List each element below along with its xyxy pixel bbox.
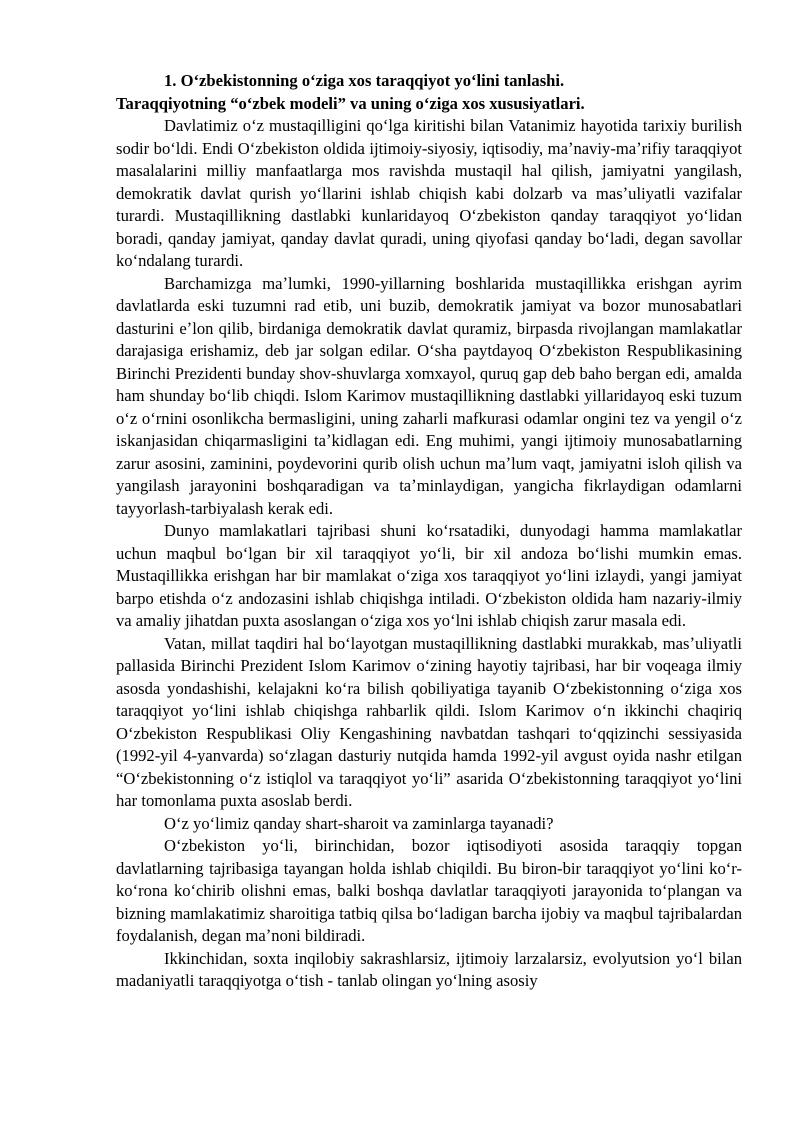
paragraph-1: Davlatimiz oʻz mustaqilligini qoʻlga kiritishi bilan Vatanimiz hayotida tarixiy burilish sodir boʻldi. Endi Oʻzbekiston oldida ijtimoiy-siyosiy, iqtisodiy, maʼnaviy-maʼrifiy taraqqiyot masalalarini milliy manfaatlarga mos ravishda mustaqil hal qilish, jamiyatni yangilash, demokratik davlat qurish yoʻllarini ishlab chiqish kabi dolzarb va masʼuliyatli vazifalar turardi. Mustaqillikning dastlabki kunlaridayoq Oʻzbekiston qanday taraqqiyot yoʻlidan boradi, qanday jamiyat, qanday davlat quradi, uning qiyofasi qanday boʻladi, degan savollar koʻndalang turardi. — [116, 116, 742, 270]
paragraph-2: Barchamizga maʼlumki, 1990-yillarning boshlarida mustaqillikka erishgan ayrim davlatlarda eski tuzumni rad etib, uni buzib, demokratik jamiyat va bozor munosabatlari dasturini eʼlon qilib, birdaniga demokratik davlat quramiz, birpasda rivojlangan mamlakatlar darajasiga erishamiz, deb jar solgan edilar. Oʻsha paytdayoq Oʻzbekiston Respublikasining Birinchi Prezidenti bunday shov-shuvlarga xomxayol, quruq gap deb baho bergan edi, amalda ham shunday boʻlib chiqdi. Islom Karimov mustaqillikning dastlabki yillaridayoq eski tuzum oʻz oʻrnini osonlikcha bermasligini, uning zaharli mafkurasi odamlar ongini tez va yengil oʻz iskanjasidan chiqarmasligini taʼkidlagan edi. Eng muhimi, yangi ijtimoiy munosabatlarning zarur asosini, zaminini, poydevorini qurib olish uchun maʼlum vaqt, jamiyatni isloh qilish va yangilash jarayonini boshqaradigan va taʼminlaydigan, yangicha fikrlaydigan odamlarni tayyorlash-tarbiyalash kerak edi. — [116, 273, 742, 518]
section-heading-line2: Taraqqiyotning “oʻzbek modeli” va uning oʻziga xos xususiyatlari. — [116, 93, 585, 113]
section-heading — [116, 70, 742, 115]
paragraph-6: Oʻzbekiston yoʻli, birinchidan, bozor iqtisodiyoti asosida taraqqiy topgan davlatlarning tajribasiga tayangan holda ishlab chiqildi. Bu biron-bir taraqqiyot yoʻlini koʻr-koʻrona koʻchirib olishni emas, balki boshqa davlatlar taraqqiyoti jarayonida toʻplangan va bizning mamlakatimiz sharoitiga tatbiq qilsa boʻladigan barcha ijobiy va maqbul tajribalardan foydalanish, degan maʼnoni bildiradi. — [116, 836, 742, 945]
paragraph-5-question: Oʻz yoʻlimiz qanday shart-sharoit va zaminlarga tayanadi? — [164, 813, 554, 833]
section-heading-line1: 1. Oʻzbekistonning oʻziga xos taraqqiyot yoʻlini tanlashi. — [164, 71, 565, 90]
paragraph-3: Dunyo mamlakatlari tajribasi shuni koʻrsatadiki, dunyodagi hamma mamlakatlar uchun maqbul boʻlgan bir xil taraqqiyot yoʻli, bir xil andoza boʻlishi mumkin emas. Mustaqillikka erishgan har bir mamlakat oʻziga xos taraqqiyot yoʻlini izlaydi, yangi jamiyat barpo etishda oʻz andozasini ishlab chiqishga intiladi. Oʻzbekiston oldida ham nazariy-ilmiy va amaliy jihatdan puxta asoslangan oʻziga xos yoʻlni ishlab chiqish zarur masala edi. — [116, 521, 742, 630]
paragraph-4: Vatan, millat taqdiri hal boʻlayotgan mustaqillikning dastlabki murakkab, masʼuliyatli pallasida Birinchi Prezident Islom Karimov oʻzining hayotiy tajribasi, har bir voqeaga ilmiy asosda yondashishi, kelajakni koʻra bilish qobiliyatiga tayanib Oʻzbekistonning oʻziga xos taraqqiyot yoʻlini ishlab chiqishga rahbarlik qildi. Islom Karimov oʻn ikkinchi chaqiriq Oʻzbekiston Respublikasi Oliy Kengashining navbatdan tashqari toʻqqizinchi sessiyasida (1992-yil 4-yanvarda) soʻzlagan dasturiy nutqida hamda 1992-yil avgust oyida nashr etilgan “Oʻzbekistonning oʻz istiqlol va taraqqiyot yoʻli” asarida Oʻzbekistonning taraqqiyot yoʻlini har tomonlama puxta asoslab berdi. — [116, 633, 742, 810]
document-page — [116, 70, 742, 993]
paragraph-7: Ikkinchidan, soxta inqilobiy sakrashlarsiz, ijtimoiy larzalarsiz, evolyutsion yoʻl bilan madaniyatli taraqqiyotga oʻtish - tanlab olingan yoʻlning asosiy — [116, 948, 742, 990]
